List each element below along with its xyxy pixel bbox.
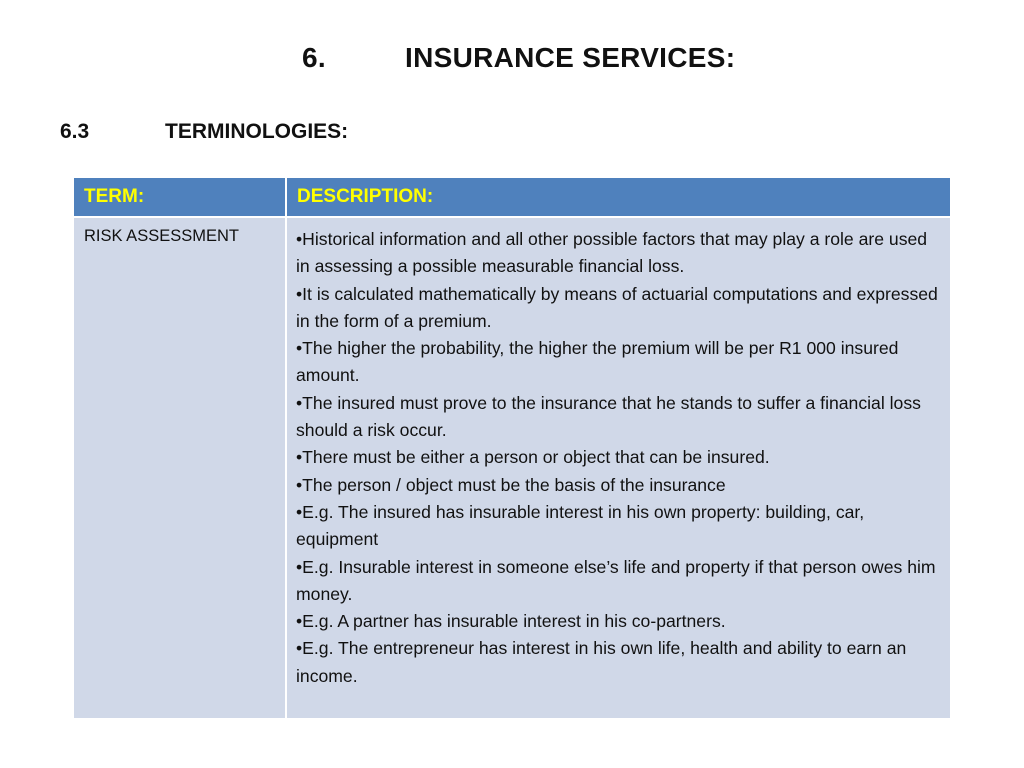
bullet-icon: • xyxy=(296,229,303,249)
slide-title-number: 6. xyxy=(302,42,326,73)
list-item xyxy=(296,608,940,635)
list-item xyxy=(296,281,940,336)
bullet-icon: • xyxy=(296,611,303,632)
list-item xyxy=(296,472,940,499)
list-item xyxy=(296,226,940,281)
list-item xyxy=(296,390,940,445)
list-item-text: The higher the probability, the higher the premium will be per R1 000 insured amount. xyxy=(296,338,899,386)
header-description: DESCRIPTION: xyxy=(286,177,951,217)
header-term: TERM: xyxy=(73,177,286,217)
bullet-icon: • xyxy=(296,338,303,359)
bullet-icon: • xyxy=(296,501,303,522)
list-item-text: E.g. The insured has insurable interest in his own property: building, car, equipment xyxy=(296,501,865,550)
list-item-text: The person / object must be the basis of the insurance xyxy=(302,474,726,495)
term-cell: RISK ASSESSMENT xyxy=(73,217,286,719)
bullet-icon: • xyxy=(296,447,303,468)
section-heading xyxy=(0,120,1024,150)
section-number: 6.3 xyxy=(60,120,90,143)
description-list xyxy=(296,226,940,690)
list-item xyxy=(296,335,940,390)
terminology-table xyxy=(72,176,952,720)
section-title: TERMINOLOGIES: xyxy=(165,120,349,143)
list-item-text: E.g. Insurable interest in someone else’s life and property if that person owes him money. xyxy=(296,556,936,604)
bullet-icon: • xyxy=(296,283,303,304)
bullet-icon: • xyxy=(296,392,303,413)
list-item-text: E.g. A partner has insurable interest in his co-partners. xyxy=(302,611,726,632)
list-item-text: E.g. The entrepreneur has interest in his own life, health and ability to earn an income. xyxy=(296,638,907,686)
slide-title xyxy=(0,42,1024,82)
description-cell xyxy=(286,217,951,719)
list-item-text: Historical information and all other possible factors that may play a role are used in assessing a possible measurable financial loss. xyxy=(296,229,928,277)
list-item-text: There must be either a person or object that can be insured. xyxy=(302,447,770,468)
list-item xyxy=(296,499,940,554)
bullet-icon: • xyxy=(296,474,303,495)
table-row xyxy=(73,217,951,719)
list-item xyxy=(296,554,940,609)
list-item xyxy=(296,444,940,471)
bullet-icon: • xyxy=(296,638,303,659)
list-item xyxy=(296,635,940,690)
table-header-row xyxy=(73,177,951,217)
slide-title-text: INSURANCE SERVICES: xyxy=(405,42,736,73)
list-item-text: The insured must prove to the insurance that he stands to suffer a financial loss should a risk occur. xyxy=(296,392,921,441)
list-item-text: It is calculated mathematically by means of actuarial computations and expressed in the form of a premium. xyxy=(296,283,938,331)
bullet-icon: • xyxy=(296,556,303,577)
